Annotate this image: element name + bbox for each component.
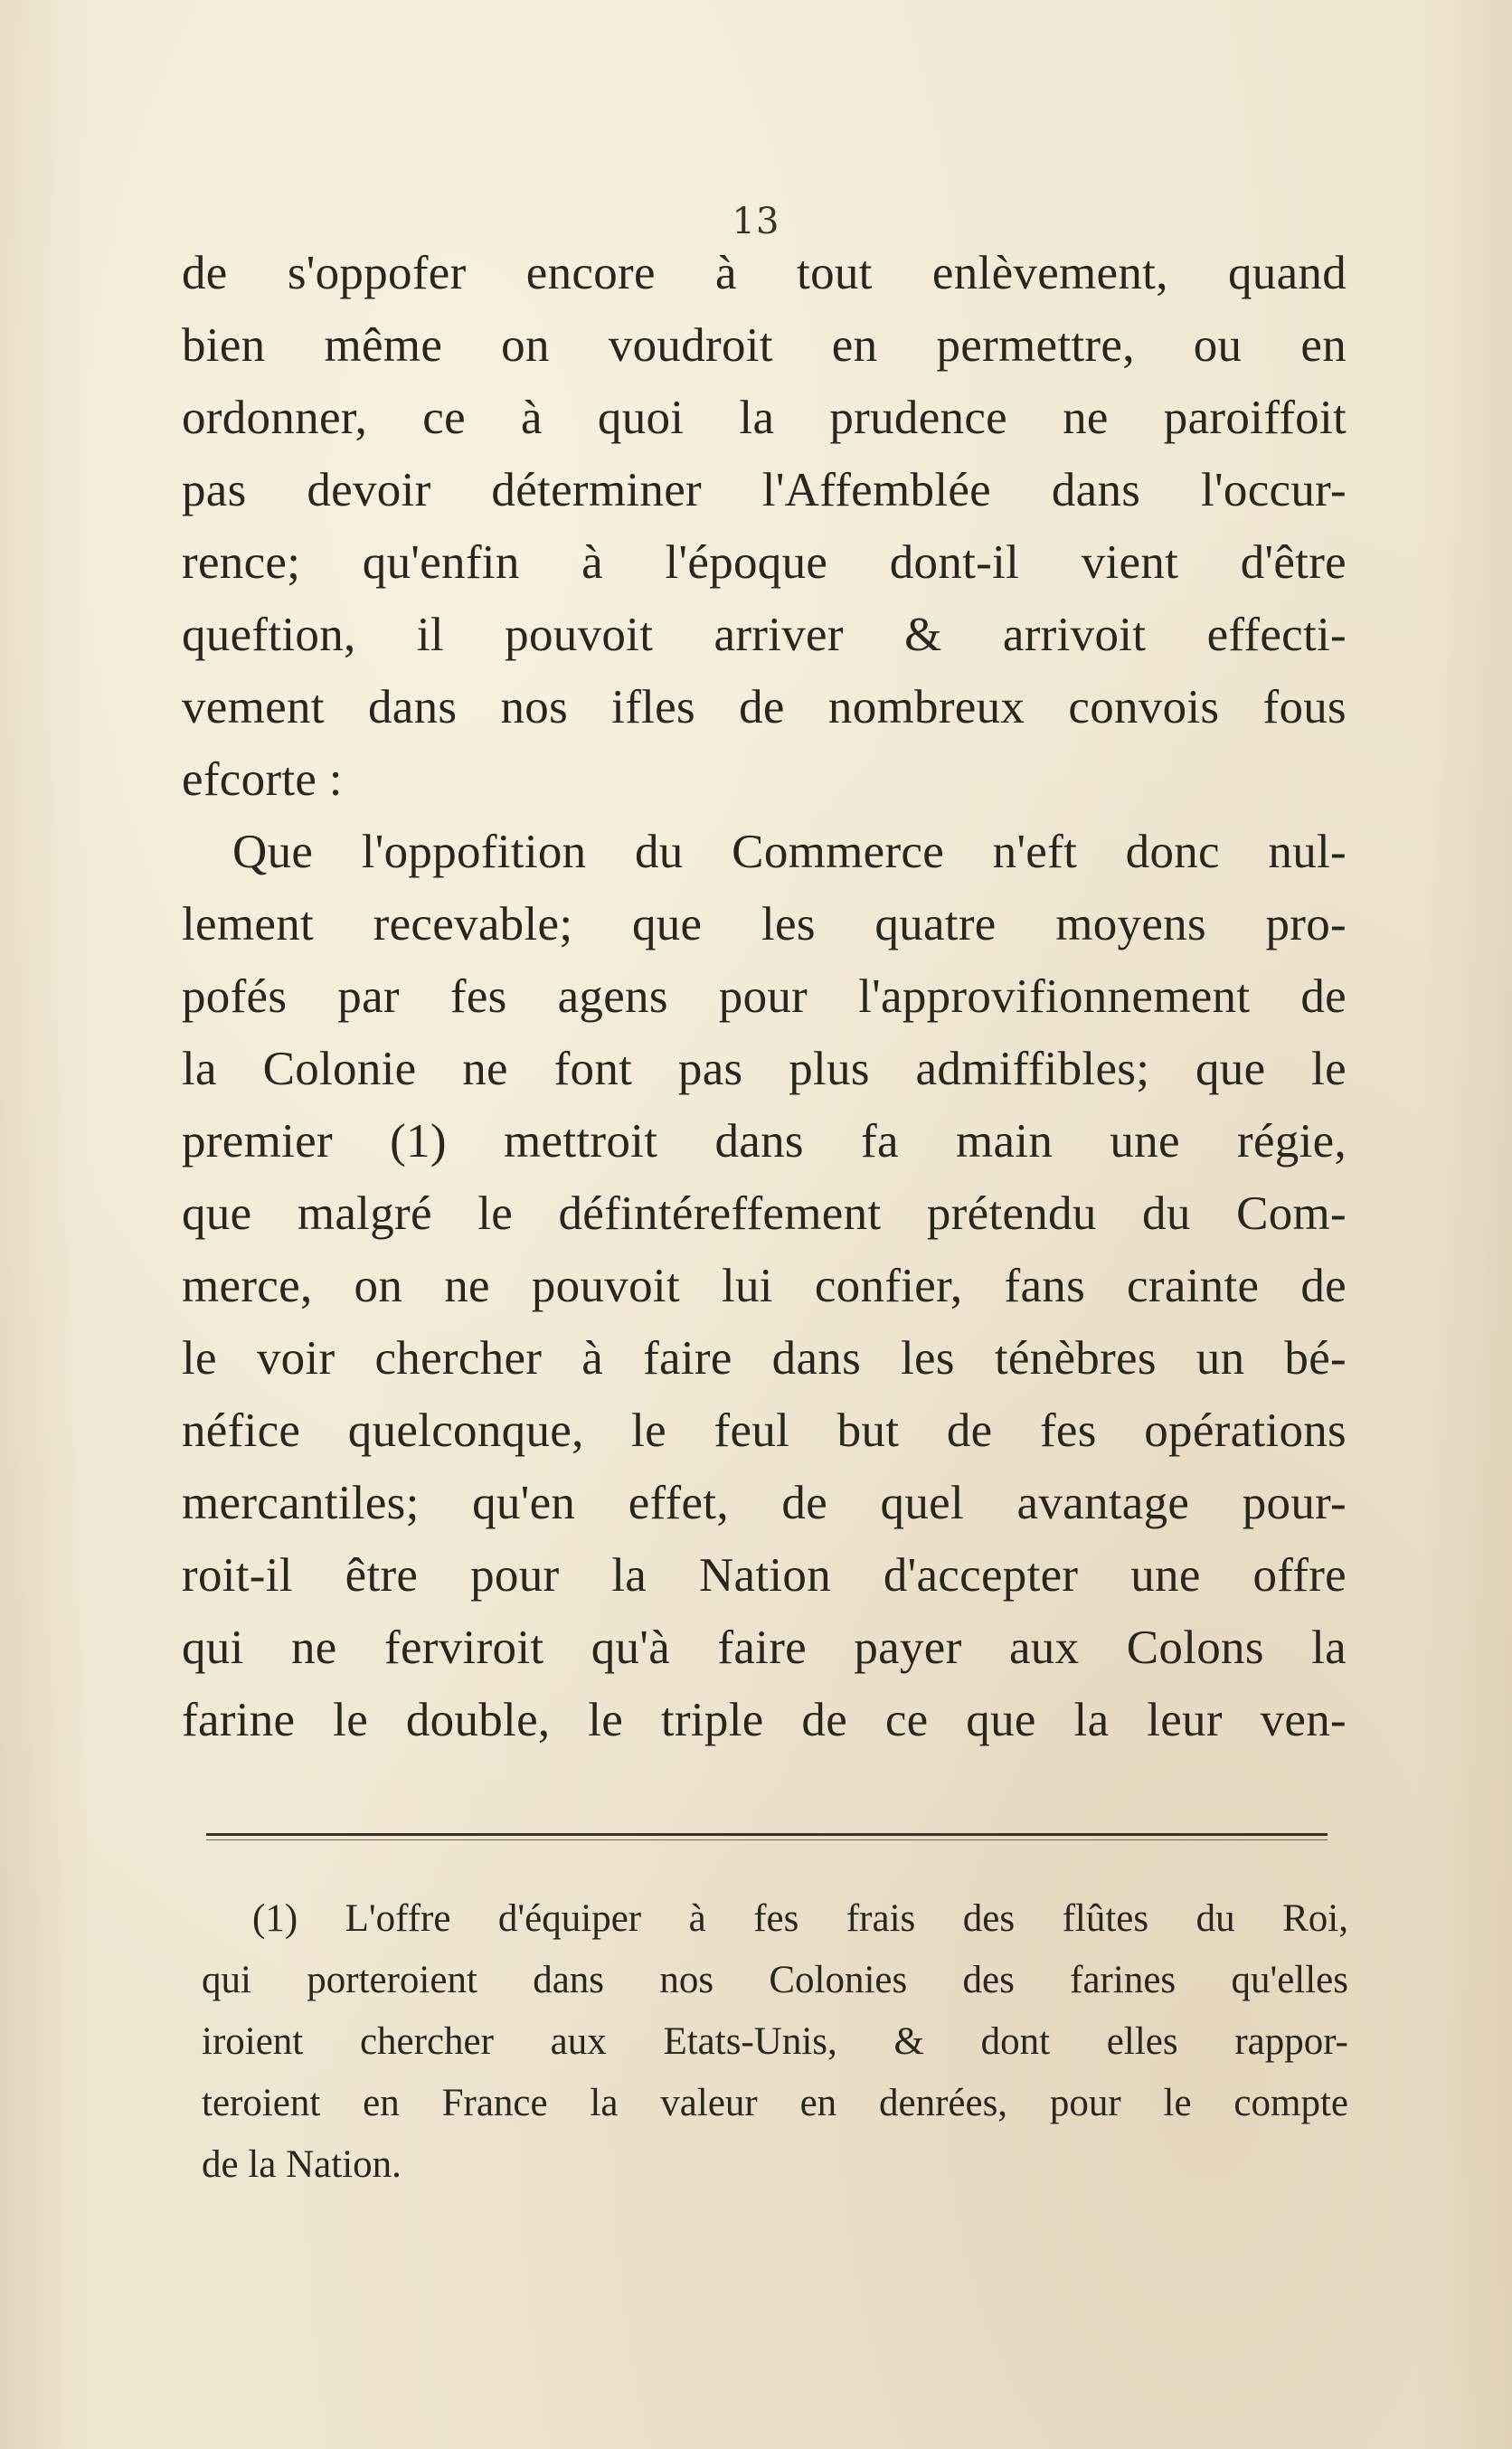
text-line: mercantiles; qu'en effet, de quel avantage pour-: [182, 1477, 1347, 1529]
footnote-line: teroient en France la valeur en denrées, pour le compte: [202, 2082, 1348, 2124]
text-line: merce, on ne pouvoit lui confier, fans crainte de: [182, 1260, 1347, 1312]
text-line: qui ne ferviroit qu'à faire payer aux Colons la: [182, 1622, 1347, 1674]
text-line: néfice quelconque, le feul but de fes opérations: [182, 1404, 1347, 1457]
text-line: la Colonie ne font pas plus admiffibles; que le: [182, 1043, 1347, 1095]
text-line: pofés par fes agens pour l'approvifionnement de: [182, 970, 1347, 1023]
footnote-line: de la Nation.: [202, 2143, 402, 2186]
text-line: ordonner, ce à quoi la prudence ne paroiffoit: [182, 392, 1347, 444]
text-line: efcorte :: [182, 753, 343, 806]
footnote: [202, 1888, 1348, 2196]
text-line: rence; qu'enfin à l'époque dont-il vient d'être: [182, 536, 1347, 589]
text-line: queftion, il pouvoit arriver & arrivoit effecti-: [182, 609, 1347, 661]
footnote-line: (1) L'offre d'équiper à fes frais des flûtes du Roi,: [252, 1897, 1348, 1940]
text-line: pas devoir déterminer l'Affemblée dans l'occur-: [182, 464, 1347, 516]
text-line: que malgré le défintéreffement prétendu du Com-: [182, 1187, 1347, 1240]
text-line: Que l'oppofition du Commerce n'eft donc nul-: [232, 826, 1347, 878]
text-line: le voir chercher à faire dans les ténèbres un bé-: [182, 1332, 1347, 1385]
footnote-line: qui porteroient dans nos Colonies des farines qu'elles: [202, 1959, 1348, 2001]
footnote-divider-thin: [206, 1839, 1328, 1840]
text-line: de s'oppofer encore à tout enlèvement, quand: [182, 247, 1347, 299]
text-line: premier (1) mettroit dans fa main une régie,: [182, 1115, 1347, 1168]
body-text: [182, 237, 1347, 1756]
text-line: lement recevable; que les quatre moyens pro-: [182, 898, 1347, 950]
footnote-divider: [206, 1833, 1328, 1836]
text-line: roit-il être pour la Nation d'accepter une offre: [182, 1549, 1347, 1602]
text-line: vement dans nos ifles de nombreux convois fous: [182, 681, 1347, 733]
text-line: farine le double, le triple de ce que la leur ven-: [182, 1694, 1347, 1746]
page-number: 13: [732, 201, 780, 242]
footnote-line: iroient chercher aux Etats-Unis, & dont elles rappor-: [202, 2020, 1348, 2063]
text-line: bien même on voudroit en permettre, ou en: [182, 319, 1347, 372]
